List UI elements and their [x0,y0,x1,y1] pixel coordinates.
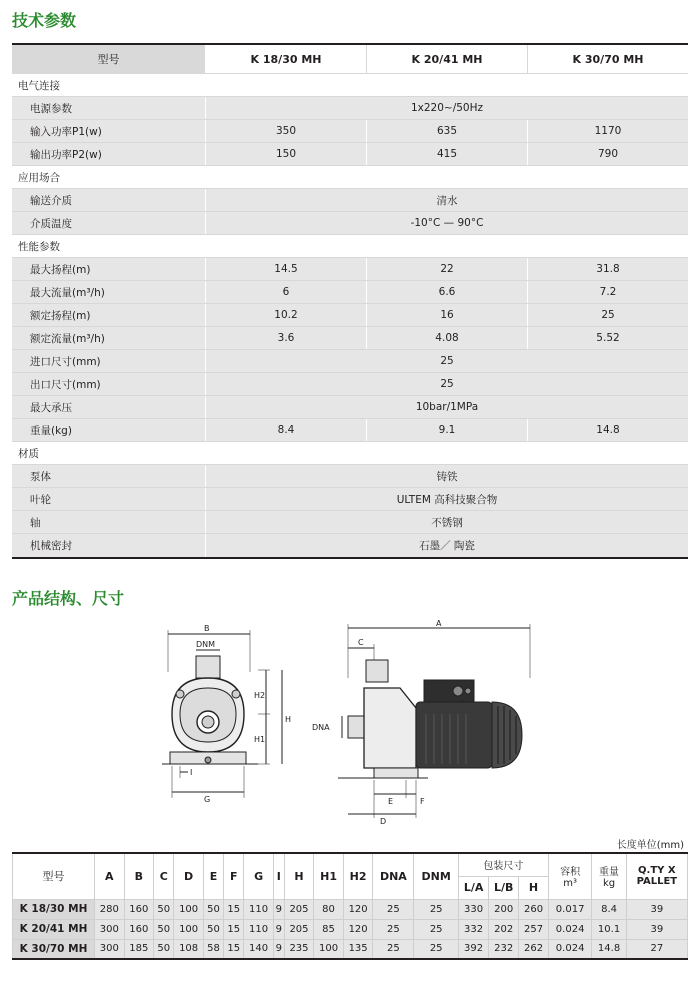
spec-row-output-power [12,143,688,166]
dims-cell-value: 135 [343,939,373,959]
row-value: 清水 [206,189,688,211]
unit-note: 长度单位(mm) [616,840,684,851]
dims-cell-value: 108 [174,939,204,959]
dims-cell-value: 262 [519,939,549,959]
dims-cell-value: 50 [203,919,223,939]
row-value: 14.5 [206,258,367,280]
row-value: 14.8 [528,419,688,441]
row-label: 最大流量(m³/h) [12,281,206,303]
dims-cell-value: 9 [273,939,284,959]
spec-header-row [12,45,688,74]
pump-front-view-drawing [158,622,298,827]
group-label: 电气连接 [18,79,60,92]
dim-label-b: B [204,624,210,633]
volume-label: 容积 [560,867,581,879]
dims-header-package-h: H [519,876,549,899]
dims-table-row [13,939,688,959]
row-label: 重量(kg) [12,419,206,441]
dims-cell-value: 0.024 [548,919,592,939]
dims-cell-value: 15 [224,919,244,939]
spec-row-weight [12,419,688,442]
row-label: 叶轮 [12,488,206,510]
dims-cell-value: 25 [373,919,414,939]
row-value: 铸铁 [206,465,688,487]
pallet-line1: Q.TY X [638,865,676,877]
dims-cell-value: 260 [519,899,549,919]
dims-cell-value: 15 [224,939,244,959]
volume-unit: m³ [563,878,577,890]
dims-cell-value: 80 [314,899,344,919]
row-label: 出口尺寸(mm) [12,373,206,395]
row-label: 进口尺寸(mm) [12,350,206,372]
dims-cell-value: 8.4 [592,899,626,919]
spec-row-rated-flow [12,327,688,350]
dims-cell-model: K 30/70 MH [13,939,95,959]
dim-label-c: C [358,638,364,647]
spec-row-pump-body [12,465,688,488]
group-label: 材质 [18,447,39,460]
dims-cell-value: 0.024 [548,939,592,959]
dim-label-h: H [285,715,292,724]
dims-header-package-lb: L/B [489,876,519,899]
dims-cell-value: 15 [224,899,244,919]
dims-cell-value: 185 [124,939,154,959]
dim-label-f: F [420,797,425,806]
dims-cell-value: 50 [203,899,223,919]
row-value: 7.2 [528,281,688,303]
section-title-structure: 产品结构、尺寸 [12,589,125,608]
spec-header-model: K 18/30 MH [206,45,367,73]
dims-cell-value: 257 [519,919,549,939]
pump-side-view-drawing [308,618,540,828]
spec-group-electrical [12,74,688,97]
row-value: 不锈钢 [206,511,688,533]
row-value: 10bar/1MPa [206,396,688,418]
spec-row-impeller [12,488,688,511]
spec-row-max-head [12,258,688,281]
spec-group-application [12,166,688,189]
spec-table [12,43,688,559]
spec-group-material [12,442,688,465]
dims-header-col: D [174,853,204,899]
dims-cell-value: 14.8 [592,939,626,959]
dims-cell-value: 100 [314,939,344,959]
dims-cell-value: 392 [458,939,488,959]
dims-header-col: I [273,853,284,899]
weight-unit: kg [602,878,616,890]
row-label: 轴 [12,511,206,533]
dims-cell-value: 280 [95,899,125,919]
row-value: 1170 [528,120,688,142]
dim-label-dnm: DNM [196,640,216,649]
dims-header-weight [592,853,626,899]
row-value: 22 [367,258,528,280]
spec-header-model: K 20/41 MH [367,45,528,73]
row-value: 8.4 [206,419,367,441]
spec-row-medium-temp [12,212,688,235]
dims-cell-value: 25 [373,899,414,919]
dims-cell-value: 25 [373,939,414,959]
row-value: 25 [206,373,688,395]
row-label: 输出功率P2(w) [12,143,206,165]
dims-header-package: 包装尺寸 [458,853,548,876]
row-value: 350 [206,120,367,142]
spec-row-medium [12,189,688,212]
spec-row-shaft [12,511,688,534]
dims-cell-value: 205 [284,899,314,919]
row-label: 输送介质 [12,189,206,211]
row-value: 31.8 [528,258,688,280]
dim-label-h1: H1 [254,735,266,744]
dim-label-g: G [204,795,211,804]
dims-table-row [13,919,688,939]
dims-header-pallet [626,853,687,899]
dims-header-col: G [244,853,274,899]
dims-header-volume [548,853,592,899]
dims-cell-value: 332 [458,919,488,939]
spec-row-max-pressure [12,396,688,419]
row-value: 25 [528,304,688,326]
dims-cell-value: 300 [95,939,125,959]
dims-cell-value: 160 [124,919,154,939]
dims-cell-value: 200 [489,899,519,919]
row-label: 最大扬程(m) [12,258,206,280]
dims-cell-value: 39 [626,899,687,919]
dims-header-col: F [224,853,244,899]
dims-header-package-la: L/A [458,876,488,899]
row-value: 4.08 [367,327,528,349]
dims-header-col: A [95,853,125,899]
dims-table-row [13,899,688,919]
dims-cell-value: 160 [124,899,154,919]
dims-cell-value: 120 [343,919,373,939]
dims-cell-model: K 20/41 MH [13,919,95,939]
spec-row-seal [12,534,688,557]
row-value: 25 [206,350,688,372]
dims-header-col: H [284,853,314,899]
spec-row-outlet [12,373,688,396]
row-value: 石墨／ 陶瓷 [206,534,688,557]
row-value: 16 [367,304,528,326]
dims-cell-value: 110 [244,899,274,919]
spec-header-model: K 30/70 MH [528,45,688,73]
dims-header-col: DNA [373,853,414,899]
dims-cell-value: 9 [273,919,284,939]
row-value: -10°C — 90°C [206,212,688,234]
row-label: 最大承压 [12,396,206,418]
row-value: 3.6 [206,327,367,349]
row-label: 泵体 [12,465,206,487]
row-label: 额定流量(m³/h) [12,327,206,349]
row-value: 790 [528,143,688,165]
dimensions-table [12,852,688,960]
dims-header-col: B [124,853,154,899]
dims-cell-value: 100 [174,919,204,939]
dims-cell-value: 235 [284,939,314,959]
row-value: 10.2 [206,304,367,326]
dims-cell-value: 232 [489,939,519,959]
spec-row-inlet [12,350,688,373]
row-value: 5.52 [528,327,688,349]
dims-header-row [13,853,688,876]
row-value: 1x220~/50Hz [206,97,688,119]
dim-label-dna: DNA [312,723,330,732]
dims-cell-value: 9 [273,899,284,919]
spec-group-performance [12,235,688,258]
dims-header-col: H2 [343,853,373,899]
row-label: 输入功率P1(w) [12,120,206,142]
dims-cell-value: 140 [244,939,274,959]
spec-row-power-supply [12,97,688,120]
dims-cell-value: 205 [284,919,314,939]
row-value: 6.6 [367,281,528,303]
dims-cell-value: 110 [244,919,274,939]
dims-cell-value: 58 [203,939,223,959]
dims-cell-value: 300 [95,919,125,939]
dims-cell-value: 27 [626,939,687,959]
dims-cell-value: 85 [314,919,344,939]
row-label: 介质温度 [12,212,206,234]
dims-header-col: E [203,853,223,899]
row-label: 机械密封 [12,534,206,557]
dims-header-col: C [154,853,174,899]
group-label: 应用场合 [18,171,60,184]
pallet-line2: PALLET [636,876,678,888]
dims-cell-value: 202 [489,919,519,939]
dims-cell-value: 25 [414,939,459,959]
dims-header-col: DNM [414,853,459,899]
dims-cell-model: K 18/30 MH [13,899,95,919]
dims-cell-value: 25 [414,899,459,919]
spec-row-max-flow [12,281,688,304]
dims-cell-value: 100 [174,899,204,919]
dims-cell-value: 330 [458,899,488,919]
row-value: ULTEM 高科技聚合物 [206,488,688,510]
spec-header-label: 型号 [12,45,206,73]
section-title-specs: 技术参数 [12,11,77,30]
row-label: 电源参数 [12,97,206,119]
dims-header-col: H1 [314,853,344,899]
spec-row-rated-head [12,304,688,327]
dims-cell-value: 50 [154,899,174,919]
dims-header-model: 型号 [13,853,95,899]
dim-label-a: A [436,619,442,628]
spec-row-input-power [12,120,688,143]
dims-cell-value: 120 [343,899,373,919]
row-value: 9.1 [367,419,528,441]
dims-cell-value: 10.1 [592,919,626,939]
row-value: 6 [206,281,367,303]
row-label: 额定扬程(m) [12,304,206,326]
dims-cell-value: 0.017 [548,899,592,919]
weight-label: 重量 [599,867,620,879]
dims-cell-value: 50 [154,919,174,939]
dim-label-e: E [388,797,394,806]
dims-cell-value: 50 [154,939,174,959]
dims-cell-value: 39 [626,919,687,939]
dim-label-i: I [190,768,193,777]
dim-label-h2: H2 [254,691,266,700]
dim-label-d: D [380,817,387,826]
dims-cell-value: 25 [414,919,459,939]
row-value: 415 [367,143,528,165]
group-label: 性能参数 [18,240,60,253]
row-value: 635 [367,120,528,142]
row-value: 150 [206,143,367,165]
